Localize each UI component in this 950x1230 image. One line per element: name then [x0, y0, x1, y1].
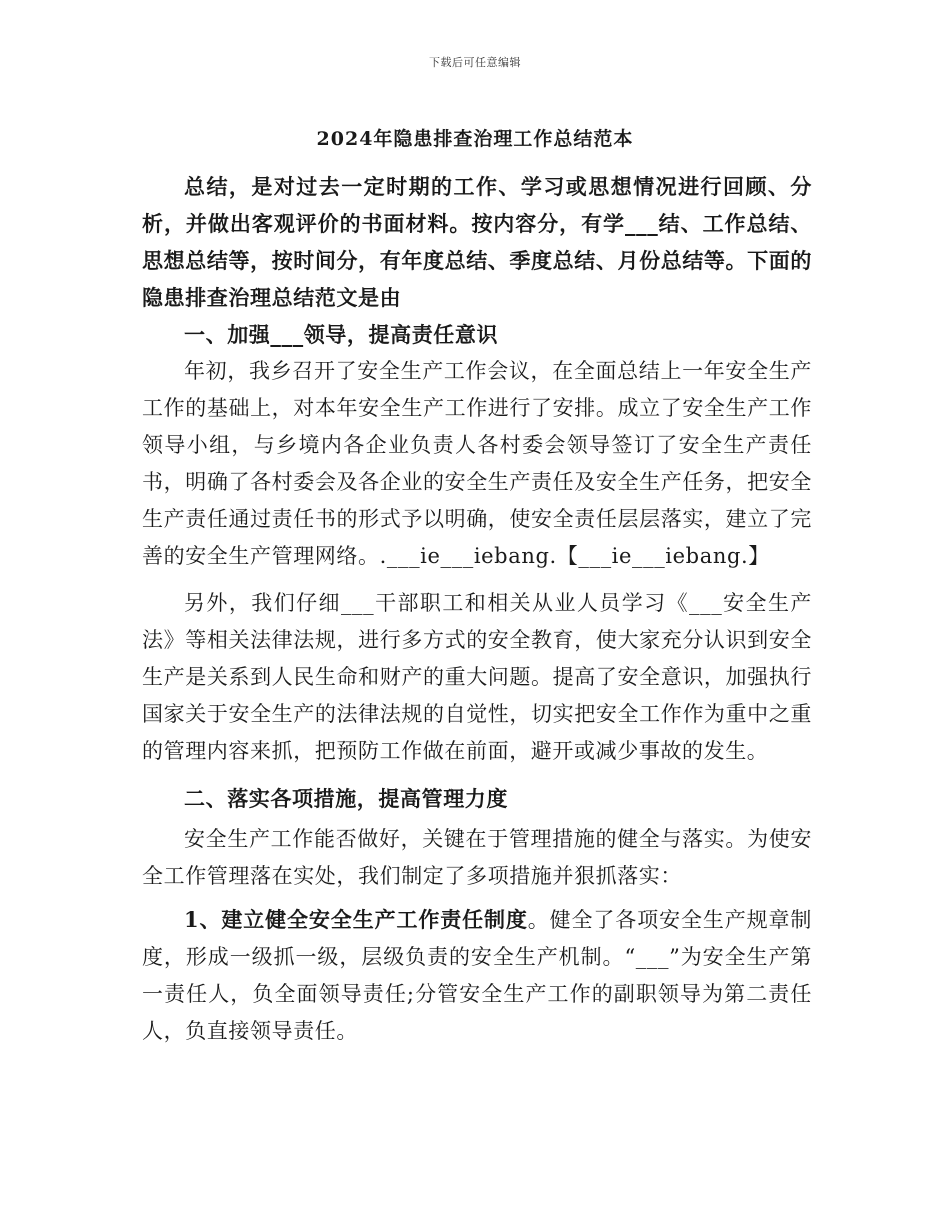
item-1-text: 。健全了各项安全生产规章制度，形成一级抓一级，层级负责的安全生产机制。“___”为安全生产第一责任人，负全面领导责任;分管安全生产工作的副职领导为第二责任人，负直接领导责任。	[142, 908, 812, 1043]
section-1-paragraph-1: 年初，我乡召开了安全生产工作会议，在全面总结上一年安全生产工作的基础上，对本年安全生产工作进行了安排。成立了安全生产工作领导小组，与乡境内各企业负责人各村委会领导签订了安全生产责任书，明确了各村委会及各企业的安全生产责任及安全生产任务，把安全生产责任通过责任书的形式予以明确，使安全责任层层落实，建立了完善的安全生产管理网络。.___ie___iebang.【___ie___iebang.】	[142, 359, 812, 568]
document-body	[142, 168, 812, 1050]
spacer	[142, 770, 812, 780]
intro-paragraph: 总结，是对过去一定时期的工作、学习或思想情况进行回顾、分析，并做出客观评价的书面材料。按内容分，有学___结、工作总结、思想总结等，按时间分，有年度总结、季度总结、月份总结等。下面的隐患排查治理总结范文是由	[142, 174, 812, 310]
section-1-heading: 一、加强___领导，提高责任意识	[184, 322, 499, 347]
section-2-paragraph-1: 安全生产工作能否做好，关键在于管理措施的健全与落实。为使安全工作管理落在实处，我们制定了多项措施并狠抓落实：	[142, 827, 812, 888]
section-2-item-1	[142, 901, 812, 1050]
header-note: 下载后可任意编辑	[429, 56, 521, 69]
spacer	[142, 575, 812, 585]
item-1-lead: 1、建立健全安全生产工作责任制度	[184, 907, 528, 932]
document-title: 2024年隐患排查治理工作总结范本	[316, 128, 634, 150]
section-1-paragraph-2: 另外，我们仔细___干部职工和相关从业人员学习《___安全生产法》等相关法律法规，进行多方式的安全教育，使大家充分认识到安全生产是关系到人民生命和财产的重大问题。提高了安全意识，加强执行国家关于安全生产的法律法规的自觉性，切实把安全工作作为重中之重的管理内容来抓，把预防工作做在前面，避开或减少事故的发生。	[142, 591, 812, 763]
section-2-heading: 二、落实各项措施，提高管理力度	[184, 786, 508, 811]
